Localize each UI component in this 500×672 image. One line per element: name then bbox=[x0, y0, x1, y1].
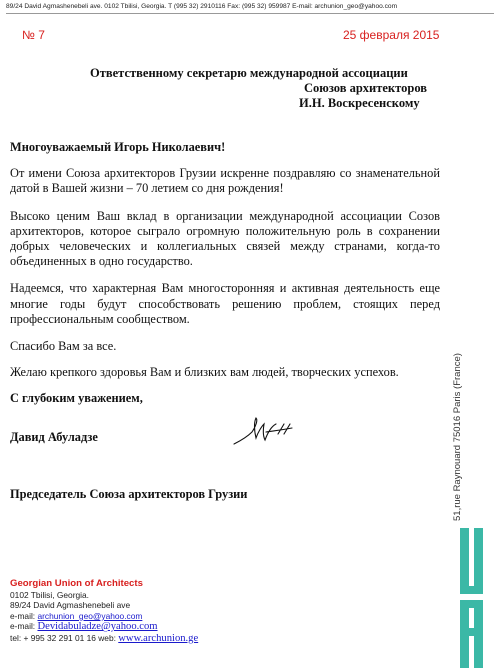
paragraph: Желаю крепкого здоровья Вам и близких вам людей, творческих успехов. bbox=[10, 365, 399, 380]
addressee-line: Союзов архитекторов bbox=[304, 81, 428, 95]
letter-date: 25 февраля 2015 bbox=[343, 28, 440, 42]
letterhead-contact-line: 89/24 David Agmashenebeli ave. 0102 Tbilisi, Georgia. T (995 32) 2910116 Fax: (995 32) 959987 E-mail: archunion_geo@yahoo.com bbox=[6, 3, 494, 14]
signer-title: Председатель Союза архитекторов Грузии bbox=[10, 487, 248, 501]
website-link[interactable]: www.archunion.ge bbox=[118, 632, 199, 644]
footer-email-row bbox=[10, 611, 198, 622]
paragraph: Надеемся, что характерная Вам многосторонняя и активная деятельность еще многие годы будут способствовать решению проблем, стоящих перед профессиональным сообществом. bbox=[10, 281, 440, 326]
handwritten-signature bbox=[232, 414, 302, 450]
footer-city: 0102 Tbilisi, Georgia. bbox=[10, 589, 89, 600]
footer-tel-web-row bbox=[10, 633, 198, 645]
addressee-block bbox=[90, 66, 450, 111]
side-address: 51,rue Raynouard 75016 Paris (France) bbox=[452, 353, 463, 521]
greeting: Многоуважаемый Игорь Николаевич! bbox=[10, 140, 226, 154]
addressee-line: Ответственному секретарю международной ассоциации bbox=[90, 66, 408, 80]
footer-contacts bbox=[10, 579, 198, 645]
paragraph: Высоко ценим Ваш вклад в организации международной ассоциации Созов архитекторов, которое сыграло огромную положительную роль в сохранении добрых человеческих и коллегиальных связей между странами, когда-то объединенных в одно государство. bbox=[10, 208, 440, 269]
closing: С глубоким уважением, bbox=[10, 391, 143, 406]
email-label: e-mail: bbox=[10, 621, 36, 632]
footer-street: 89/24 David Agmashenebeli ave bbox=[10, 600, 131, 611]
tel-web-label: tel: + 995 32 291 01 16 web: bbox=[10, 632, 116, 643]
addressee-line: И.Н. Воскресенскому bbox=[299, 96, 420, 110]
signer-name: Давид Абуладзе bbox=[10, 430, 98, 444]
email-link[interactable]: Devidabuladze@yahoo.com bbox=[37, 621, 158, 633]
letter-body bbox=[10, 140, 440, 407]
paragraph: От имени Союза архитекторов Грузии искренне поздравляю со знаменательной датой в Вашей жизни – 70 летием со дня рождения! bbox=[10, 166, 440, 196]
email-link[interactable]: archunion_geo@yahoo.com bbox=[37, 610, 143, 621]
letter-number: № 7 bbox=[22, 28, 45, 42]
org-name: Georgian Union of Architects bbox=[10, 578, 143, 589]
paragraph: Спасибо Вам за все. bbox=[10, 339, 117, 354]
footer-email-row bbox=[10, 621, 198, 633]
union-logo bbox=[460, 528, 492, 668]
email-label: e-mail: bbox=[10, 610, 36, 621]
